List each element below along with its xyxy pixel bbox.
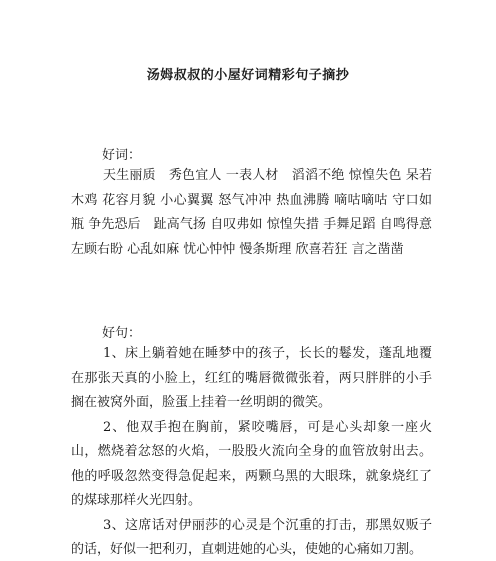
good-sentences-label: 好句： bbox=[102, 326, 142, 341]
sentence-paragraph-2: 2、他双手抱在胸前，紧咬嘴唇，可是心头却象一座火山，燃烧着忿怒的火焰，一股股火流向全身的血管放射出去。他的呼吸忽然变得急促起来，两颗乌黑的大眼珠，就象烧红了的煤球那样火光四射。 bbox=[71, 419, 432, 508]
sentence-paragraph-3: 3、这席话对伊丽莎的心灵是个沉重的打击，那黑奴贩子的话，好似一把利刃，直刺进她的心头，使她的心痛如刀割。 bbox=[71, 517, 432, 557]
document-title: 汤姆叔叔的小屋好词精彩句子摘抄 bbox=[146, 68, 350, 83]
good-sentences-list bbox=[71, 342, 432, 561]
good-words-paragraph: 天生丽质 秀色宜人 一表人材 滔滔不绝 惊惶失色 呆若木鸡 花容月貌 小心翼翼 怒气冲冲 热血沸腾 嘀咕嘀咕 守口如瓶 争先恐后 趾高气扬 自叹弗如 惊惶失措 手舞足蹈 自鸣得意 左顾右盼 心乱如麻 忧心忡忡 慢条斯理 欣喜若狂 言之凿凿 bbox=[71, 168, 432, 257]
good-words-label: 好词： bbox=[102, 148, 142, 163]
sentence-paragraph-1: 1、床上躺着她在睡梦中的孩子，长长的鬈发，蓬乱地覆在那张天真的小脸上，红红的嘴唇微微张着，两只胖胖的小手搁在被窝外面，脸蛋上挂着一丝明朗的微笑。 bbox=[71, 346, 432, 410]
